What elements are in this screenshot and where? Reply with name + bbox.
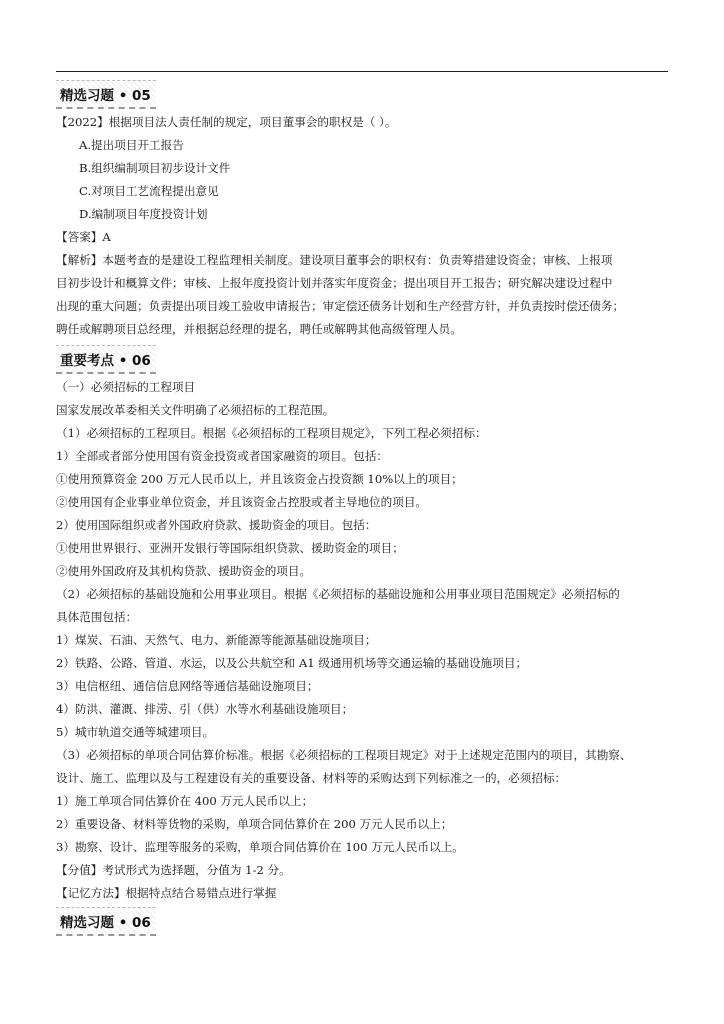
analysis-line: 【解析】本题考查的是建设工程监理相关制度。建设项目董事会的职权有：负责筹措建设资金；审核、上报项 [56,253,613,267]
content-line: 4）防洪、灌溉、排涝、引（供）水等水利基础设施项目； [56,702,354,716]
content-line: 5）城市轨道交通等城建项目。 [56,725,215,739]
option-b: B.组织编制项目初步设计文件 [79,161,231,175]
content-line: 2）使用国际组织或者外国政府贷款、援助资金的项目。包括： [56,518,377,532]
analysis-line: 聘任或解聘项目总经理，并根据总经理的提名，聘任或解聘其他高级管理人员。 [56,322,462,336]
content-line: 2）铁路、公路、管道、水运，以及公共航空和 A1 级通用机场等交通运输的基础设施项目； [56,656,528,670]
content-line: 1）煤炭、石油、天然气、电力、新能源等能源基础设施项目； [56,633,377,647]
content-line: 设计、施工、监理以及与工程建设有关的重要设备、材料等的采购达到下列标准之一的，必须招标： [56,771,567,785]
question-text: 【2022】根据项目法人责任制的规定，项目董事会的职权是（ ）。 [56,115,397,129]
content-line: 1）施工单项合同估算价在 400 万元人民币以上； [56,794,314,808]
content-line: 【记忆方法】根据特点结合易错点进行掌握 [56,886,277,900]
answer-text: 【答案】A [56,230,111,244]
content-line: ①使用预算资金 200 万元人民币以上，并且该资金占投资额 10%以上的项目； [56,472,463,486]
content-line: 具体范围包括： [56,610,138,624]
section-heading-exercise-06 [56,907,156,936]
content-line: 1）全部或者部分使用国有资金投资或者国家融资的项目。包括： [56,449,389,463]
content-line: （3）必须招标的单项合同估算价标准。根据《必须招标的工程项目规定》对于上述规定范围内的项目，其勘察、 [56,748,632,762]
top-rule [56,71,668,72]
content-line: ②使用外国政府及其机构贷款、援助资金的项目。 [56,564,312,578]
option-a: A.提出项目开工报告 [79,138,184,152]
content-line: ②使用国有企业事业单位资金，并且该资金占控股或者主导地位的项目。 [56,495,428,509]
content-line: （1）必须招标的工程项目。根据《必须招标的工程项目规定》，下列工程必须招标： [56,426,487,440]
content-line: ①使用世界银行、亚洲开发银行等国际组织贷款、援助资金的项目； [56,541,404,555]
option-d: D.编制项目年度投资计划 [79,207,208,221]
section-heading-exercise-05 [56,80,156,109]
heading-text: 精选习题 • 05 [60,88,151,104]
content-line: 【分值】考试形式为选择题，分值为 1-2 分。 [56,863,291,877]
content-line: 2）重要设备、材料等货物的采购，单项合同估算价在 200 万元人民币以上； [56,817,453,831]
content-line: 3）电信枢纽、通信信息网络等通信基础设施项目； [56,679,319,693]
content-line: （一）必须招标的工程项目 [56,380,196,394]
content-line: （2）必须招标的基础设施和公用事业项目。根据《必须招标的基础设施和公用事业项目范围规定》必须招标的 [56,587,620,601]
heading-text: 重要考点 • 06 [60,353,151,369]
content-line: 国家发展改革委相关文件明确了必须招标的工程范围。 [56,403,335,417]
analysis-line: 出现的重大问题；负责提出项目竣工验收申请报告；审定偿还债务计划和生产经营方针，并负责按时偿还债务； [56,299,625,313]
analysis-line: 目初步设计和概算文件；审核、上报年度投资计划并落实年度资金；提出项目开工报告；研究解决建设过程中 [56,276,613,290]
option-c: C.对项目工艺流程提出意见 [79,184,219,198]
section-heading-keypoint-06 [56,345,156,374]
heading-text: 精选习题 • 06 [60,915,151,931]
content-line: 3）勘察、设计、监理等服务的采购，单项合同估算价在 100 万元人民币以上。 [56,840,464,854]
